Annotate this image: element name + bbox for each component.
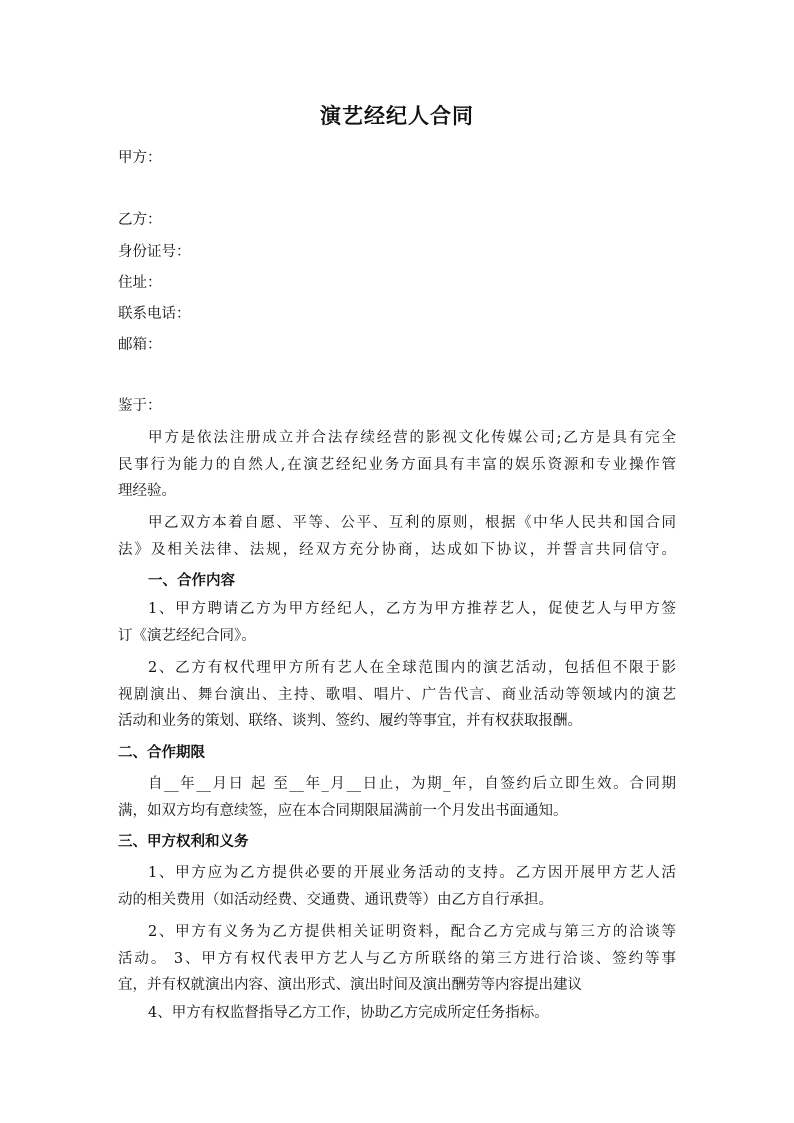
id-number-label: 身份证号： — [118, 244, 191, 260]
paragraph-line: 甲乙双方本着自愿、平等、公平、互利的原则，根据《中华人民共和国合同 — [148, 515, 676, 531]
paragraph-line: 4、甲方有权监督指导乙方工作，协助乙方完成所定任务指标。 — [148, 1005, 549, 1021]
paragraph-line: 动的相关费用（如活动经费、交通费、通讯费等）由乙方自行承担。 — [118, 892, 553, 908]
paragraph-line: 活动和业务的策划、联络、谈判、签约、履约等事宜，并有权获取报酬。 — [118, 713, 582, 729]
party-a-label: 甲方： — [118, 150, 162, 166]
paragraph-line: 自__年__月日 起 至__年_月__日止，为期_年，自签约后立即生效。合同期 — [148, 776, 676, 792]
address-label: 住址： — [118, 275, 162, 291]
paragraph-line: 活动。 3、甲方有权代表甲方艺人与乙方所联络的第三方进行洽谈、签约等事 — [118, 951, 676, 967]
paragraph-line: 法》及相关法律、法规，经双方充分协商，达成如下协议，并誓言共同信守。 — [118, 542, 676, 558]
section-heading: 一、合作内容 — [148, 572, 235, 589]
section-heading: 二、合作期限 — [118, 744, 205, 761]
paragraph-line: 1、甲方应为乙方提供必要的开展业务活动的支持。乙方因开展甲方艺人活 — [148, 865, 676, 881]
paragraph-line: 订《演艺经纪合同》。 — [118, 628, 256, 644]
party-b-label: 乙方： — [118, 212, 162, 228]
document-title: 演艺经纪人合同 — [320, 103, 474, 128]
paragraph-line: 民事行为能力的自然人,在演艺经纪业务方面具有丰富的娱乐资源和专业操作管 — [118, 457, 676, 473]
paragraph-line: 视剧演出、舞台演出、主持、歌唱、唱片、广告代言、商业活动等领域内的演艺 — [118, 687, 676, 703]
paragraph-line: 宜，并有权就演出内容、演出形式、演出时间及演出酬劳等内容提出建议 — [118, 977, 582, 993]
whereas-label: 鉴于： — [118, 398, 162, 414]
phone-label: 联系电话： — [118, 306, 191, 322]
email-label: 邮箱： — [118, 337, 162, 353]
paragraph-line: 满，如双方均有意续签，应在本合同期限届满前一个月发出书面通知。 — [118, 803, 568, 819]
paragraph-line: 1、甲方聘请乙方为甲方经纪人，乙方为甲方推荐艺人，促使艺人与甲方签 — [148, 601, 676, 617]
paragraph-line: 2、乙方有权代理甲方所有艺人在全球范围内的演艺活动，包括但不限于影 — [148, 660, 676, 676]
paragraph-line: 2、甲方有义务为乙方提供相关证明资料，配合乙方完成与第三方的洽谈等 — [148, 924, 676, 940]
paragraph-line: 甲方是依法注册成立并合法存续经营的影视文化传媒公司;乙方是具有完全 — [148, 430, 676, 446]
paragraph-line: 理经验。 — [118, 483, 176, 499]
section-heading: 三、甲方权利和义务 — [118, 833, 249, 850]
